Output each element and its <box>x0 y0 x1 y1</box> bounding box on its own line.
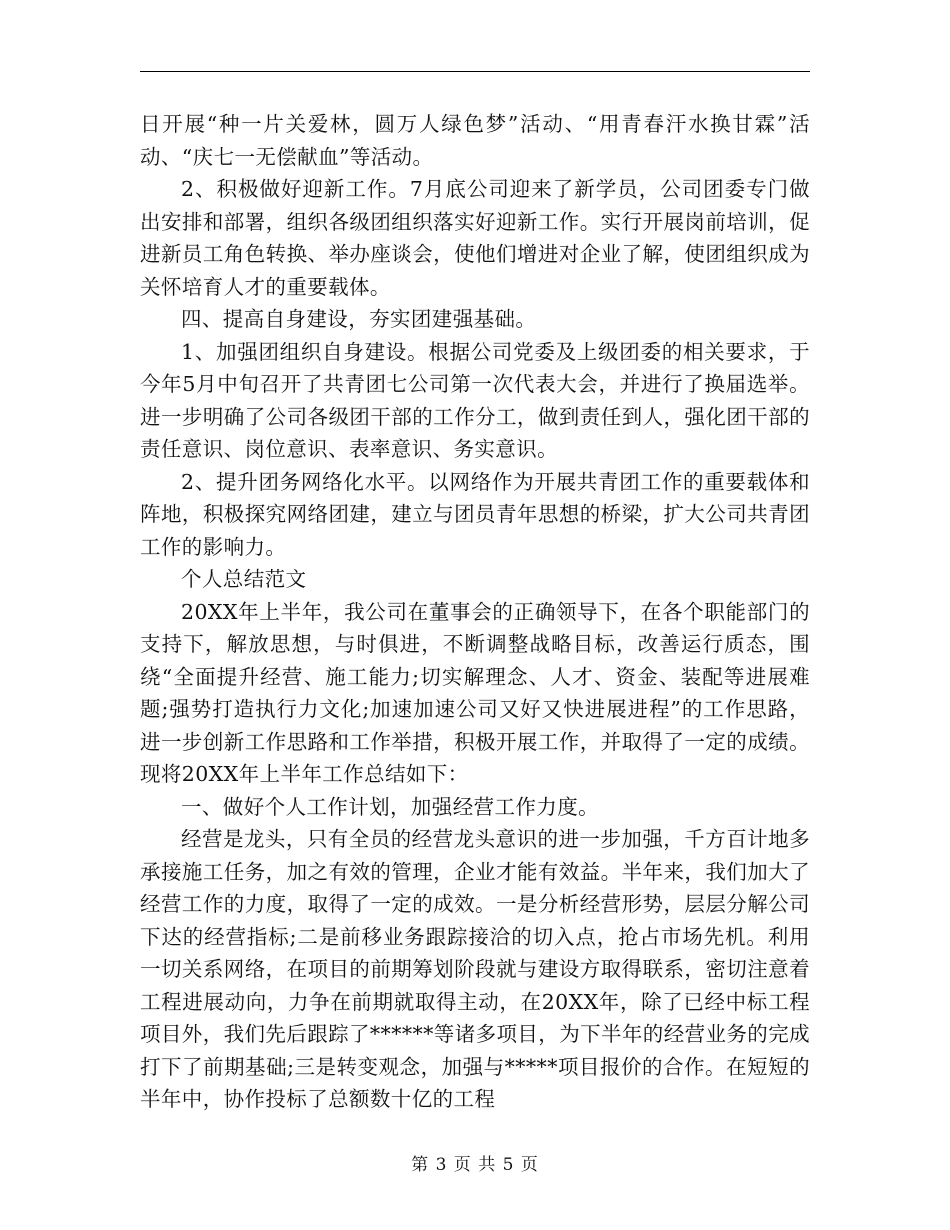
paragraph: 2、积极做好迎新工作。7月底公司迎来了新学员，公司团委专门做出安排和部署，组织各级团组织落实好迎新工作。实行开展岗前培训，促进新员工角色转换、举办座谈会，使他们增进对企业了解，使团组织成为关怀培育人才的重要载体。 <box>140 177 810 299</box>
header-rule <box>140 71 810 72</box>
paragraph: 日开展“种一片关爱林，圆万人绿色梦”活动、“用青春汗水换甘霖”活动、“庆七一无偿献血”等活动。 <box>140 112 810 169</box>
paragraph: 20XX年上半年，我公司在董事会的正确领导下，在各个职能部门的支持下，解放思想，与时俱进，不断调整战略目标，改善运行质态，围绕“全面提升经营、施工能力;切实解理念、人才、资金、装配等进展难题;强势打造执行力文化;加速加速公司又好又快进展进程”的工作思路，进一步创新工作思路和工作举措，积极开展工作，并取得了一定的成绩。现将20XX年上半年工作总结如下： <box>140 599 810 786</box>
page-number-footer: 第 3 页 共 5 页 <box>411 1155 539 1175</box>
paragraph: 经营是龙头，只有全员的经营龙头意识的进一步加强，千方百计地多承接施工任务，加之有效的管理，企业才能有效益。半年来，我们加大了经营工作的力度，取得了一定的成效。一是分析经营形势，层层分解公司下达的经营指标;二是前移业务跟踪接洽的切入点，抢占市场先机。利用一切关系网络，在项目的前期筹划阶段就与建设方取得联系，密切注意着工程进展动向，力争在前期就取得主动，在20XX年，除了已经中标工程项目外，我们先后跟踪了******等诸多项目，为下半年的经营业务的完成打下了前期基础;三是转变观念，加强与*****项目报价的合作。在短短的半年中，协作投标了总额数十亿的工程 <box>140 827 810 1111</box>
section-heading: 四、提高自身建设，夯实团建强基础。 <box>181 307 537 331</box>
section-heading: 一、做好个人工作计划，加强经营工作力度。 <box>181 794 599 819</box>
section-title: 个人总结范文 <box>181 567 307 591</box>
paragraph: 1、加强团组织自身建设。根据公司党委及上级团委的相关要求，于今年5月中旬召开了共青团七公司第一次代表大会，并进行了换届选举。进一步明确了公司各级团干部的工作分工，做到责任到人，强化团干部的责任意识、岗位意识、表率意识、务实意识。 <box>140 339 810 461</box>
document-body <box>140 108 810 1116</box>
paragraph: 2、提升团务网络化水平。以网络作为开展共青团工作的重要载体和阵地，积极探究网络团建，建立与团员青年思想的桥梁，扩大公司共青团工作的影响力。 <box>140 469 810 559</box>
